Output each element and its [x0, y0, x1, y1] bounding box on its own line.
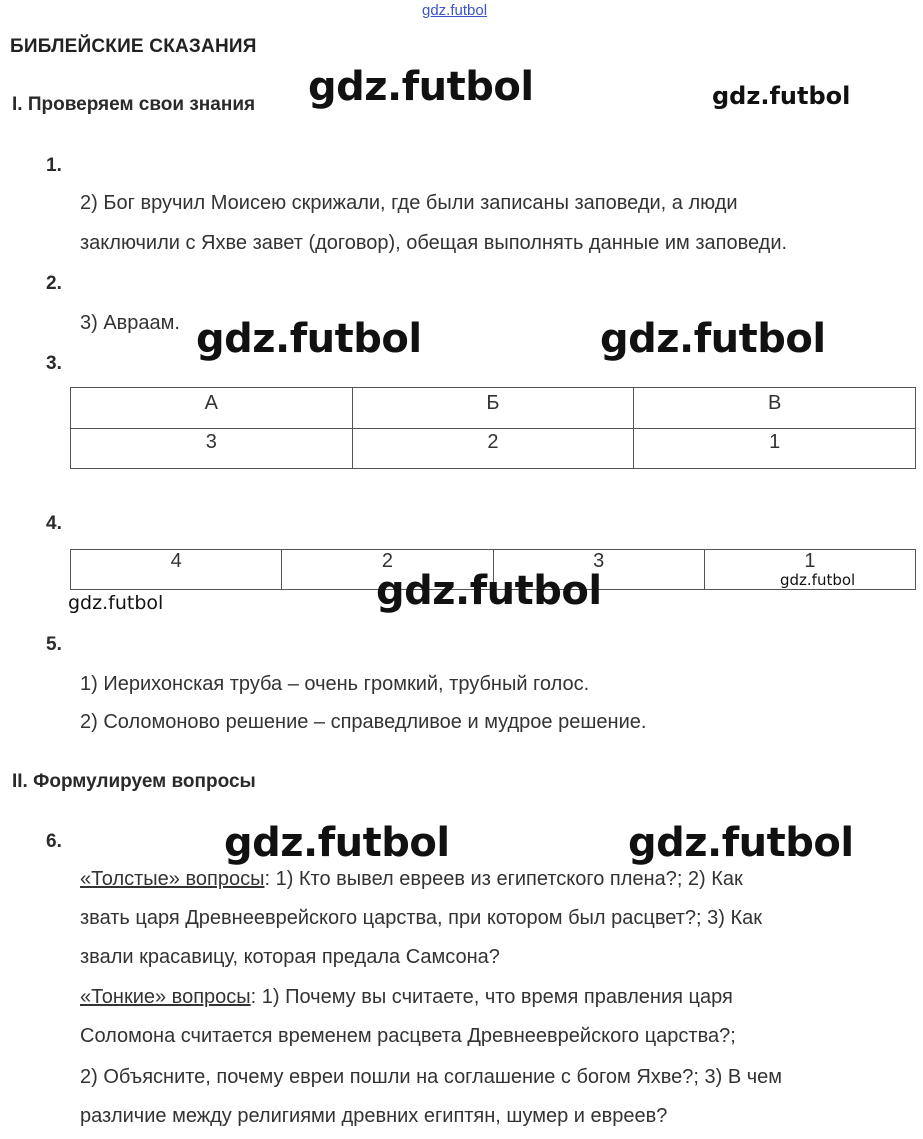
thick-questions-text: : 1) Кто вывел евреев из египетского плена?; 2) Как: [264, 868, 743, 890]
table-cell: 2: [282, 550, 493, 590]
watermark: gdz.futbol: [196, 316, 422, 362]
section-heading-2: II. Формулируем вопросы: [12, 771, 256, 792]
watermark: gdz.futbol: [308, 64, 534, 110]
watermark-top: gdz.futbol: [422, 2, 488, 19]
table-cell: 3: [71, 429, 353, 469]
table-cell: 1: [634, 429, 916, 469]
watermark: gdz.futbol: [628, 820, 854, 866]
answer-3-table: [70, 387, 916, 469]
question-number-5: 5.: [46, 634, 62, 655]
answer-5-line-2: 2) Соломоново решение – справедливое и мудрое решение.: [80, 711, 647, 733]
question-number-4: 4.: [46, 513, 62, 534]
thick-questions-line-2: звать царя Древнееврейского царства, при котором был расцвет?; 3) Как: [80, 907, 762, 929]
table-row: [71, 388, 916, 429]
thick-questions-label: «Толстые» вопросы: [80, 868, 265, 890]
answer-1-line-2: заключили с Яхве завет (договор), обещая выполнять данные им заповеди.: [80, 232, 788, 254]
thin-questions-line-3: 2) Объясните, почему евреи пошли на соглашение с богом Яхве?; 3) В чем: [80, 1066, 783, 1088]
watermark: gdz.futbol: [68, 592, 164, 614]
watermark: gdz.futbol: [600, 316, 826, 362]
thick-questions-line-3: звали красавицу, которая предала Самсона?: [80, 946, 500, 968]
thin-questions-text: : 1) Почему вы считаете, что время правления царя: [250, 986, 733, 1008]
table-row: [71, 429, 916, 469]
thick-questions-line-1: [80, 868, 743, 891]
table-cell: 1: [704, 550, 915, 590]
table-header-cell: А: [71, 388, 353, 429]
question-number-3: 3.: [46, 353, 62, 374]
table-header-cell: Б: [352, 388, 634, 429]
page-title: БИБЛЕЙСКИЕ СКАЗАНИЯ: [10, 36, 257, 57]
table-cell: 4: [71, 550, 282, 590]
watermark: gdz.futbol: [376, 568, 602, 614]
answer-2: 3) Авраам.: [80, 312, 180, 334]
thin-questions-line-2: Соломона считается временем расцвета Древнееврейского царства?;: [80, 1025, 736, 1047]
thin-questions-label: «Тонкие» вопросы: [80, 986, 251, 1008]
question-number-1: 1.: [46, 155, 62, 176]
table-cell: 3: [493, 550, 704, 590]
answer-5-line-1: 1) Иерихонская труба – очень громкий, трубный голос.: [80, 673, 590, 695]
watermark: gdz.futbol: [712, 82, 851, 110]
question-number-2: 2.: [46, 273, 62, 294]
question-number-6: 6.: [46, 831, 62, 852]
answer-1-line-1: 2) Бог вручил Моисею скрижали, где были записаны заповеди, а люди: [80, 192, 738, 214]
section-heading-1: I. Проверяем свои знания: [12, 94, 256, 115]
table-header-cell: В: [634, 388, 916, 429]
watermark: gdz.futbol: [780, 571, 856, 589]
watermark: gdz.futbol: [224, 820, 450, 866]
thin-questions-line-1: [80, 986, 733, 1009]
thin-questions-line-4: различие между религиями древних египтян, шумер и евреев?: [80, 1105, 668, 1127]
table-cell: 2: [352, 429, 634, 469]
